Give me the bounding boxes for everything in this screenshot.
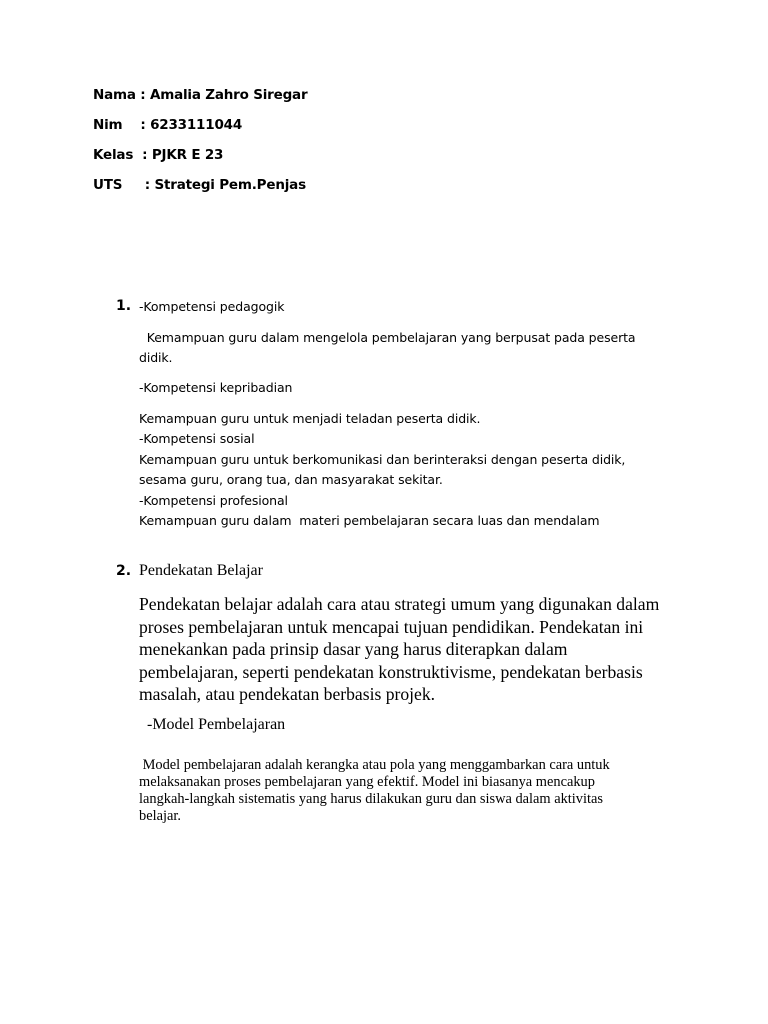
q2-small-line: langkah-langkah sistematis yang harus dilakukan guru dan siswa dalam aktivitas <box>139 791 603 807</box>
q1-subheading: -Kompetensi profesional <box>139 493 288 508</box>
question-2-title: Pendekatan Belajar <box>139 562 263 579</box>
q1-subheading: -Kompetensi sosial <box>139 431 255 446</box>
q1-line: Kemampuan guru untuk berkomunikasi dan berinteraksi dengan peserta didik, <box>139 452 626 467</box>
student-name-line: Nama : Amalia Zahro Siregar <box>93 87 308 103</box>
q1-line: Kemampuan guru dalam mengelola pembelajaran yang berpusat pada peserta <box>139 330 636 345</box>
student-class-line: Kelas : PJKR E 23 <box>93 147 224 163</box>
q2-paragraph-line: masalah, atau pendekatan berbasis projek. <box>139 684 436 704</box>
question-1-title: -Kompetensi pedagogik <box>139 299 285 314</box>
exam-subject-line: UTS : Strategi Pem.Penjas <box>93 177 306 193</box>
q1-line: Kemampuan guru untuk menjadi teladan peserta didik. <box>139 411 481 426</box>
question-1-number: 1. <box>116 298 132 314</box>
q2-paragraph-line: Pendekatan belajar adalah cara atau strategi umum yang digunakan dalam <box>139 594 660 614</box>
q2-paragraph-line: menekankan pada prinsip dasar yang harus diterapkan dalam <box>139 639 568 659</box>
question-2-number: 2. <box>116 563 132 579</box>
q1-line: Kemampuan guru dalam materi pembelajaran secara luas dan mendalam <box>139 513 600 528</box>
q2-subtitle: -Model Pembelajaran <box>139 716 286 733</box>
q1-line: sesama guru, orang tua, dan masyarakat sekitar. <box>139 472 443 487</box>
q2-small-line: Model pembelajaran adalah kerangka atau pola yang menggambarkan cara untuk <box>139 757 610 773</box>
q2-paragraph-line: pembelajaran, seperti pendekatan konstruktivisme, pendekatan berbasis <box>139 662 643 682</box>
q2-small-line: belajar. <box>139 808 181 824</box>
q1-line: didik. <box>139 350 173 365</box>
q1-subheading: -Kompetensi kepribadian <box>139 380 293 395</box>
q2-paragraph-line: proses pembelajaran untuk mencapai tujuan pendidikan. Pendekatan ini <box>139 617 644 637</box>
student-nim-line: Nim : 6233111044 <box>93 117 243 133</box>
q2-small-line: melaksanakan proses pembelajaran yang efektif. Model ini biasanya mencakup <box>139 774 595 790</box>
